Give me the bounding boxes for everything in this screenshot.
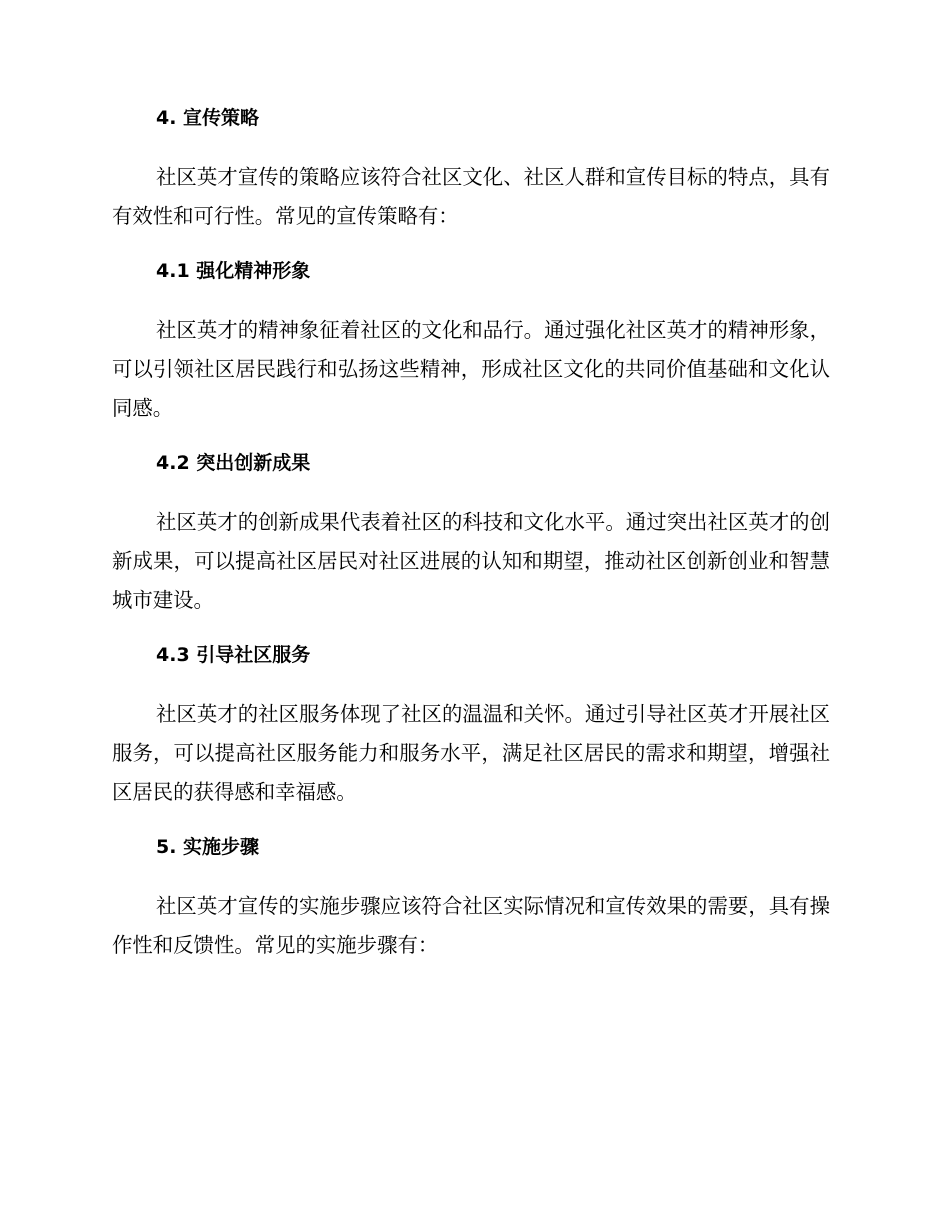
section-heading-innovation-results: 4.2 突出创新成果 [156, 452, 311, 474]
section-paragraph-spirit-image: 社区英才的精神象征着社区的文化和品行。通过强化社区英才的精神形象，可以引领社区居民践行和弘扬这些精神，形成社区文化的共同价值基础和文化认同感。 [112, 318, 830, 420]
section-paragraph-publicity-strategy: 社区英才宣传的策略应该符合社区文化、社区人群和宣传目标的特点，具有有效性和可行性。常见的宣传策略有： [112, 165, 830, 228]
section-heading-implementation-steps: 5. 实施步骤 [156, 836, 260, 858]
document-page [112, 104, 830, 986]
section-heading-spirit-image: 4.1 强化精神形象 [156, 260, 311, 282]
section-heading-publicity-strategy: 4. 宣传策略 [156, 107, 260, 129]
section-paragraph-community-service: 社区英才的社区服务体现了社区的温温和关怀。通过引导社区英才开展社区服务，可以提高社区服务能力和服务水平，满足社区居民的需求和期望，增强社区居民的获得感和幸福感。 [112, 702, 830, 804]
section-heading-community-service: 4.3 引导社区服务 [156, 644, 311, 666]
section-paragraph-implementation-steps: 社区英才宣传的实施步骤应该符合社区实际情况和宣传效果的需要，具有操作性和反馈性。常见的实施步骤有： [112, 894, 830, 957]
section-paragraph-innovation-results: 社区英才的创新成果代表着社区的科技和文化水平。通过突出社区英才的创新成果，可以提高社区居民对社区进展的认知和期望，推动社区创新创业和智慧城市建设。 [112, 510, 830, 612]
